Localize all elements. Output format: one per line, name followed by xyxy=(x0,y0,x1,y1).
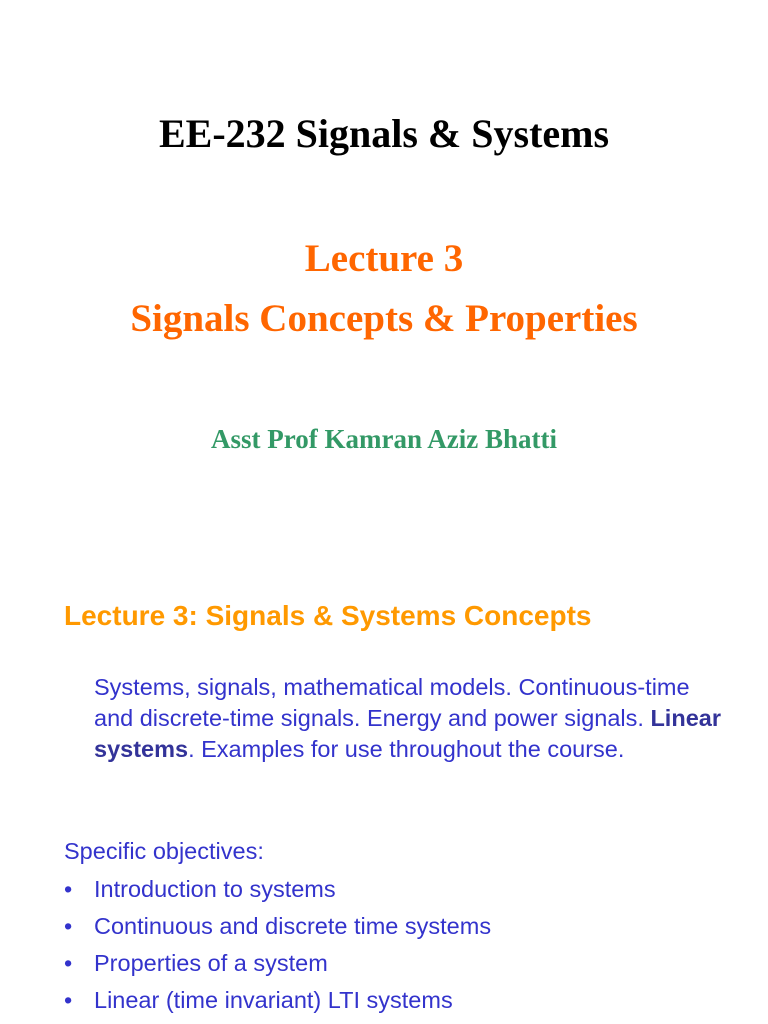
summary-text-start: Systems, signals, mathematical models. Continuous-time and discrete-time signals. Energy and power signals. xyxy=(94,674,690,731)
summary-paragraph xyxy=(94,672,734,765)
lecture-topic: Signals Concepts & Properties xyxy=(130,297,638,340)
instructor-name: Asst Prof Kamran Aziz Bhatti xyxy=(211,424,557,454)
objective-text: Continuous and discrete time systems xyxy=(94,913,492,939)
bullet-glyph: • xyxy=(64,950,73,976)
course-title: EE-232 Signals & Systems xyxy=(158,111,610,156)
objective-text: Properties of a system xyxy=(94,950,328,976)
list-item xyxy=(64,949,491,986)
list-item xyxy=(64,875,491,912)
lecture-number: Lecture 3 xyxy=(304,237,464,280)
objective-text: Linear (time invariant) LTI systems xyxy=(94,987,453,1013)
list-item xyxy=(64,912,491,949)
summary-text-end: . Examples for use throughout the course. xyxy=(188,736,625,762)
bullet-glyph: • xyxy=(64,913,73,939)
slide-heading: Lecture 3: Signals & Systems Concepts xyxy=(64,600,592,631)
summary-emphasis: Linear systems xyxy=(94,705,721,762)
objective-text: Introduction to systems xyxy=(94,876,336,902)
objectives-list xyxy=(64,875,491,1023)
bullet-glyph: • xyxy=(64,876,73,902)
content-slide xyxy=(0,580,768,1024)
list-item xyxy=(64,986,491,1023)
bullet-glyph: • xyxy=(64,987,73,1013)
objectives-label: Specific objectives: xyxy=(64,838,264,864)
